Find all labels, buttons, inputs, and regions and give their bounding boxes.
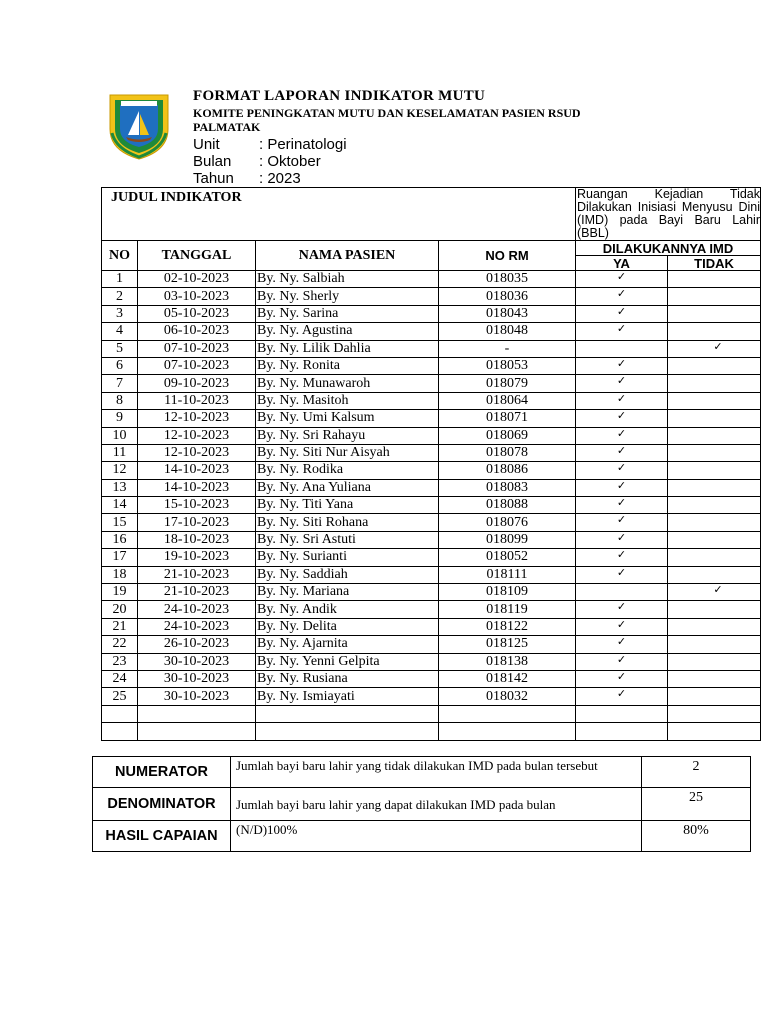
row-imd-tidak-cell (668, 531, 761, 548)
row-nama-pasien: By. Ny. Titi Yana (256, 497, 439, 514)
row-nama-pasien: By. Ny. Mariana (256, 584, 439, 601)
col-header-imd: DILAKUKANNYA IMD (576, 241, 761, 256)
check-mark-icon: ✓ (616, 322, 627, 336)
table-row (102, 601, 761, 618)
row-imd-ya-cell (576, 514, 668, 531)
row-tanggal: 17-10-2023 (138, 514, 256, 531)
row-no: 1 (102, 271, 138, 288)
row-no: 22 (102, 636, 138, 653)
year-field (193, 170, 301, 187)
empty-row (102, 723, 761, 740)
row-tanggal: 30-10-2023 (138, 688, 256, 705)
row-imd-ya-cell (576, 444, 668, 461)
check-mark-icon: ✓ (616, 270, 627, 283)
row-imd-ya-cell (576, 288, 668, 305)
row-no: 9 (102, 410, 138, 427)
month-label: Bulan (193, 153, 232, 170)
row-imd-tidak-cell (668, 305, 761, 322)
row-nama-pasien: By. Ny. Ismiayati (256, 688, 439, 705)
empty-cell (102, 705, 138, 722)
table-row (102, 340, 761, 357)
month-field (193, 153, 321, 170)
check-mark-icon: ✓ (616, 479, 627, 492)
empty-cell (256, 705, 439, 722)
row-no-rm: 018142 (439, 670, 576, 687)
col-header-ya: YA (576, 256, 668, 271)
empty-cell (576, 723, 668, 740)
check-mark-icon: ✓ (616, 531, 627, 544)
row-tanggal: 11-10-2023 (138, 392, 256, 409)
row-nama-pasien: By. Ny. Masitoh (256, 392, 439, 409)
row-imd-tidak-cell (668, 462, 761, 479)
row-no-rm: 018052 (439, 549, 576, 566)
row-imd-tidak-cell (668, 566, 761, 583)
check-mark-icon: ✓ (616, 670, 627, 683)
row-tanggal: 14-10-2023 (138, 479, 256, 496)
row-no-rm: 018078 (439, 444, 576, 461)
table-row (102, 636, 761, 653)
row-nama-pasien: By. Ny. Surianti (256, 549, 439, 566)
row-imd-tidak-cell (668, 271, 761, 288)
check-mark-icon: ✓ (616, 687, 627, 701)
row-tanggal: 21-10-2023 (138, 584, 256, 601)
check-mark-icon: ✓ (713, 583, 723, 597)
check-mark-icon: ✓ (616, 618, 627, 631)
hasil-capaian-value: 80% (642, 821, 751, 852)
row-imd-tidak-cell (668, 636, 761, 653)
table-row (102, 392, 761, 409)
row-imd-ya-cell (576, 305, 668, 322)
row-no-rm: 018036 (439, 288, 576, 305)
row-no: 19 (102, 584, 138, 601)
table-row (102, 514, 761, 531)
row-nama-pasien: By. Ny. Rodika (256, 462, 439, 479)
check-mark-icon: ✓ (616, 513, 627, 527)
row-tanggal: 24-10-2023 (138, 601, 256, 618)
table-row (102, 410, 761, 427)
numerator-value: 2 (642, 757, 751, 788)
row-tanggal: 19-10-2023 (138, 549, 256, 566)
year-value: : 2023 (259, 170, 301, 187)
row-nama-pasien: By. Ny. Yenni Gelpita (256, 653, 439, 670)
row-imd-ya-cell (576, 271, 668, 288)
table-row (102, 323, 761, 340)
row-nama-pasien: By. Ny. Sarina (256, 305, 439, 322)
row-no-rm: 018069 (439, 427, 576, 444)
row-imd-ya-cell (576, 601, 668, 618)
empty-cell (256, 723, 439, 740)
table-row (102, 497, 761, 514)
row-nama-pasien: By. Ny. Umi Kalsum (256, 410, 439, 427)
row-tanggal: 15-10-2023 (138, 497, 256, 514)
row-no: 23 (102, 653, 138, 670)
table-row (102, 584, 761, 601)
table-row (102, 305, 761, 322)
row-imd-ya-cell (576, 427, 668, 444)
row-imd-tidak-cell (668, 392, 761, 409)
table-row (102, 566, 761, 583)
row-imd-ya-cell (576, 497, 668, 514)
table-row (102, 427, 761, 444)
table-row (102, 653, 761, 670)
row-imd-ya-cell (576, 340, 668, 357)
row-imd-ya-cell (576, 688, 668, 705)
row-tanggal: 02-10-2023 (138, 271, 256, 288)
row-imd-tidak-cell (668, 479, 761, 496)
hasil-capaian-formula: (N/D)100% (231, 821, 642, 852)
col-header-tanggal: TANGGAL (138, 241, 256, 271)
row-imd-ya-cell (576, 375, 668, 392)
check-mark-icon: ✓ (616, 305, 627, 318)
row-imd-ya-cell (576, 462, 668, 479)
row-no-rm: 018119 (439, 601, 576, 618)
row-no: 24 (102, 670, 138, 687)
month-value: : Oktober (259, 153, 321, 170)
row-imd-ya-cell (576, 636, 668, 653)
table-row (102, 357, 761, 374)
row-no-rm: 018083 (439, 479, 576, 496)
table-row (102, 688, 761, 705)
row-no: 8 (102, 392, 138, 409)
row-tanggal: 30-10-2023 (138, 670, 256, 687)
col-header-no: NO (102, 241, 138, 271)
table-row (102, 670, 761, 687)
row-tanggal: 14-10-2023 (138, 462, 256, 479)
empty-cell (102, 723, 138, 740)
row-tanggal: 26-10-2023 (138, 636, 256, 653)
row-imd-tidak-cell (668, 497, 761, 514)
check-mark-icon: ✓ (616, 600, 627, 614)
row-no-rm: 018079 (439, 375, 576, 392)
row-no-rm: 018032 (439, 688, 576, 705)
row-tanggal: 12-10-2023 (138, 444, 256, 461)
check-mark-icon: ✓ (616, 409, 627, 423)
row-no-rm: 018088 (439, 497, 576, 514)
empty-cell (576, 705, 668, 722)
row-nama-pasien: By. Ny. Sherly (256, 288, 439, 305)
row-imd-tidak-cell (668, 288, 761, 305)
row-no: 6 (102, 357, 138, 374)
row-no-rm: 018138 (439, 653, 576, 670)
row-imd-ya-cell (576, 618, 668, 635)
row-imd-tidak-cell (668, 375, 761, 392)
check-mark-icon: ✓ (616, 548, 627, 562)
check-mark-icon: ✓ (616, 653, 627, 666)
row-imd-tidak-cell (668, 618, 761, 635)
row-no: 3 (102, 305, 138, 322)
row-tanggal: 03-10-2023 (138, 288, 256, 305)
row-no: 25 (102, 688, 138, 705)
row-imd-tidak-cell (668, 549, 761, 566)
table-row (102, 444, 761, 461)
row-tanggal: 12-10-2023 (138, 410, 256, 427)
empty-cell (439, 705, 576, 722)
row-no: 5 (102, 340, 138, 357)
row-nama-pasien: By. Ny. Sri Astuti (256, 531, 439, 548)
check-mark-icon: ✓ (616, 496, 627, 510)
row-imd-ya-cell (576, 410, 668, 427)
table-row (102, 462, 761, 479)
row-nama-pasien: By. Ny. Lilik Dahlia (256, 340, 439, 357)
row-no-rm: 018111 (439, 566, 576, 583)
col-header-tidak: TIDAK (668, 256, 761, 271)
row-no-rm: 018122 (439, 618, 576, 635)
row-tanggal: 07-10-2023 (138, 357, 256, 374)
committee-name-line2: PALMATAK (193, 120, 261, 134)
row-imd-tidak-cell (668, 427, 761, 444)
row-no-rm: 018099 (439, 531, 576, 548)
row-imd-tidak-cell (668, 357, 761, 374)
row-no: 4 (102, 323, 138, 340)
row-imd-tidak-cell (668, 670, 761, 687)
col-header-no-rm: NO RM (439, 241, 576, 271)
check-mark-icon: ✓ (616, 461, 627, 475)
row-imd-ya-cell (576, 566, 668, 583)
row-tanggal: 06-10-2023 (138, 323, 256, 340)
check-mark-icon: ✓ (616, 287, 627, 301)
row-no: 12 (102, 462, 138, 479)
report-title: FORMAT LAPORAN INDIKATOR MUTU (193, 88, 486, 104)
row-no-rm: 018125 (439, 636, 576, 653)
row-imd-ya-cell (576, 479, 668, 496)
check-mark-icon: ✓ (616, 427, 627, 440)
row-nama-pasien: By. Ny. Salbiah (256, 271, 439, 288)
indicator-description: Ruangan Kejadian Tidak Dilakukan Inisiasi Menyusu Dini (IMD) pada Bayi Baru Lahir (BBL) (577, 187, 760, 240)
row-no-rm: 018109 (439, 584, 576, 601)
check-mark-icon: ✓ (616, 374, 627, 388)
row-tanggal: 24-10-2023 (138, 618, 256, 635)
row-nama-pasien: By. Ny. Ana Yuliana (256, 479, 439, 496)
row-tanggal: 09-10-2023 (138, 375, 256, 392)
numerator-description: Jumlah bayi baru lahir yang tidak dilakukan IMD pada bulan tersebut (231, 757, 642, 788)
row-imd-tidak-cell (668, 584, 761, 601)
row-imd-tidak-cell (668, 514, 761, 531)
row-tanggal: 18-10-2023 (138, 531, 256, 548)
row-no: 7 (102, 375, 138, 392)
table-row (102, 375, 761, 392)
check-mark-icon: ✓ (713, 340, 723, 353)
row-no-rm: 018064 (439, 392, 576, 409)
hospital-logo-emblem (106, 89, 172, 161)
row-tanggal: 12-10-2023 (138, 427, 256, 444)
table-row (102, 549, 761, 566)
col-header-nama-pasien: NAMA PASIEN (256, 241, 439, 271)
row-imd-tidak-cell (668, 653, 761, 670)
check-mark-icon: ✓ (616, 392, 627, 405)
row-no: 11 (102, 444, 138, 461)
indicator-title-label: JUDUL INDIKATOR (102, 188, 576, 241)
row-no: 18 (102, 566, 138, 583)
denominator-description: Jumlah bayi baru lahir yang dapat dilakukan IMD pada bulan (231, 788, 642, 821)
patient-rows (102, 271, 761, 741)
committee-name-line1: KOMITE PENINGKATAN MUTU DAN KESELAMATAN PASIEN RSUD (193, 106, 581, 120)
empty-cell (668, 705, 761, 722)
unit-label: Unit (193, 136, 220, 153)
row-imd-tidak-cell (668, 444, 761, 461)
denominator-value: 25 (642, 788, 751, 821)
row-nama-pasien: By. Ny. Ajarnita (256, 636, 439, 653)
row-no-rm: - (439, 340, 576, 357)
row-imd-ya-cell (576, 584, 668, 601)
row-no-rm: 018043 (439, 305, 576, 322)
check-mark-icon: ✓ (616, 566, 627, 579)
row-imd-tidak-cell (668, 601, 761, 618)
check-mark-icon: ✓ (616, 444, 627, 457)
row-no: 14 (102, 497, 138, 514)
row-imd-ya-cell (576, 549, 668, 566)
row-no-rm: 018086 (439, 462, 576, 479)
row-nama-pasien: By. Ny. Agustina (256, 323, 439, 340)
row-no-rm: 018035 (439, 271, 576, 288)
row-imd-tidak-cell (668, 410, 761, 427)
year-label: Tahun (193, 170, 234, 187)
table-row (102, 618, 761, 635)
empty-row (102, 705, 761, 722)
row-nama-pasien: By. Ny. Munawaroh (256, 375, 439, 392)
row-imd-tidak-cell (668, 323, 761, 340)
row-nama-pasien: By. Ny. Saddiah (256, 566, 439, 583)
row-no: 2 (102, 288, 138, 305)
row-imd-ya-cell (576, 357, 668, 374)
row-imd-ya-cell (576, 323, 668, 340)
row-no: 20 (102, 601, 138, 618)
table-row (102, 288, 761, 305)
row-tanggal: 05-10-2023 (138, 305, 256, 322)
summary-table (92, 756, 751, 852)
row-tanggal: 07-10-2023 (138, 340, 256, 357)
numerator-label: NUMERATOR (93, 757, 231, 788)
row-no-rm: 018048 (439, 323, 576, 340)
unit-field (193, 136, 347, 153)
row-no-rm: 018071 (439, 410, 576, 427)
row-nama-pasien: By. Ny. Siti Rohana (256, 514, 439, 531)
empty-cell (439, 723, 576, 740)
row-imd-ya-cell (576, 392, 668, 409)
unit-value: : Perinatologi (259, 136, 347, 153)
row-nama-pasien: By. Ny. Rusiana (256, 670, 439, 687)
indicator-table (101, 187, 761, 741)
hasil-capaian-label: HASIL CAPAIAN (93, 821, 231, 852)
table-row (102, 479, 761, 496)
row-no-rm: 018076 (439, 514, 576, 531)
row-no: 10 (102, 427, 138, 444)
table-row (102, 271, 761, 288)
denominator-label: DENOMINATOR (93, 788, 231, 821)
row-no: 21 (102, 618, 138, 635)
row-no: 13 (102, 479, 138, 496)
row-tanggal: 30-10-2023 (138, 653, 256, 670)
row-nama-pasien: By. Ny. Sri Rahayu (256, 427, 439, 444)
empty-cell (138, 723, 256, 740)
row-imd-ya-cell (576, 653, 668, 670)
check-mark-icon: ✓ (616, 635, 627, 649)
row-nama-pasien: By. Ny. Siti Nur Aisyah (256, 444, 439, 461)
row-imd-tidak-cell (668, 688, 761, 705)
row-imd-tidak-cell (668, 340, 761, 357)
row-tanggal: 21-10-2023 (138, 566, 256, 583)
row-no: 15 (102, 514, 138, 531)
row-no: 16 (102, 531, 138, 548)
row-imd-ya-cell (576, 531, 668, 548)
row-nama-pasien: By. Ny. Ronita (256, 357, 439, 374)
check-mark-icon: ✓ (616, 357, 627, 370)
row-nama-pasien: By. Ny. Delita (256, 618, 439, 635)
empty-cell (668, 723, 761, 740)
row-no: 17 (102, 549, 138, 566)
table-row (102, 531, 761, 548)
empty-cell (138, 705, 256, 722)
row-imd-ya-cell (576, 670, 668, 687)
row-nama-pasien: By. Ny. Andik (256, 601, 439, 618)
row-no-rm: 018053 (439, 357, 576, 374)
